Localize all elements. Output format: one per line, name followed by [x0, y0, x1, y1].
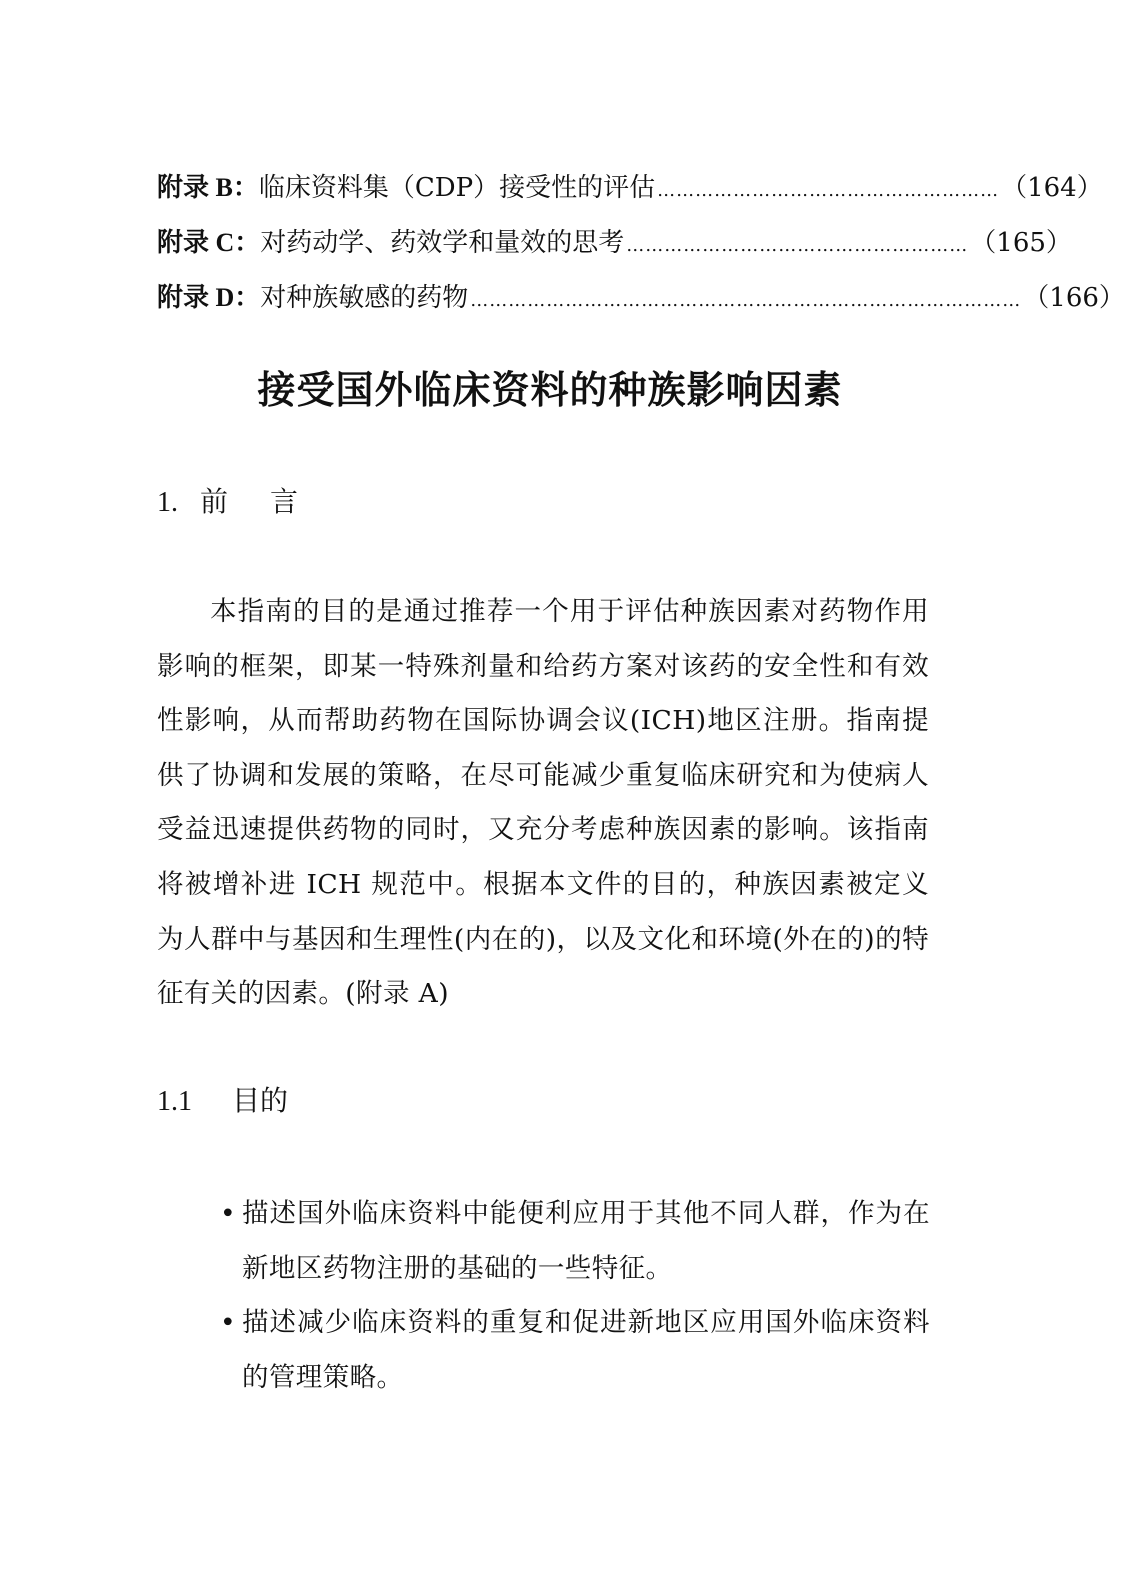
document-title: 接受国外临床资料的种族影响因素: [257, 368, 843, 412]
bullet-icon: •: [220, 1198, 237, 1229]
section-title: 目的: [232, 1084, 289, 1117]
objectives-list: [220, 1187, 930, 1405]
toc-entry-appendix-c[interactable]: [157, 219, 1072, 274]
section-number: 1.: [157, 487, 178, 518]
toc-leader-dots: ………………………………………………: [626, 235, 969, 256]
toc-label: 附录 D：: [157, 283, 261, 312]
toc-label: 附录 C：: [157, 228, 261, 257]
toc-leader-dots: ……………………………………………………………………………: [470, 290, 1022, 311]
toc-page-number: （164）: [1001, 173, 1103, 203]
section-title-part-2: 言: [270, 485, 299, 518]
bullet-icon: •: [220, 1307, 237, 1338]
toc-page-number: （166）: [1023, 283, 1125, 313]
section-1-1-heading: [157, 1079, 288, 1124]
toc-title: 对种族敏感的药物: [260, 283, 469, 313]
list-item-text: 描述减少临床资料的重复和促进新地区应用国外临床资料的管理策略。: [242, 1307, 930, 1393]
introduction-paragraph: 本指南的目的是通过推荐一个用于评估种族因素对药物作用影响的框架，即某一特殊剂量和给药方案对该药的安全性和有效性影响，从而帮助药物在国际协调会议(ICH)地区注册。指南提供了协调和发展的策略，在尽可能减少重复临床研究和为使病人受益迅速提供药物的同时，又充分考虑种族因素的影响。该指南将被增补进 ICH 规范中。根据本文件的目的，种族因素被定义为人群中与基因和生理性(内在的)，以及文化和环境(外在的)的特征有关的因素。(附录 A): [157, 596, 929, 1010]
toc-leader-dots: ………………………………………………: [657, 180, 1000, 201]
toc-title: 临床资料集（CDP）接受性的评估: [258, 173, 656, 203]
list-item-text: 描述国外临床资料中能便利应用于其他不同人群，作为在新地区药物注册的基础的一些特征。: [242, 1198, 930, 1284]
section-title-part-1: 前: [200, 485, 229, 518]
list-item: [220, 1187, 930, 1296]
table-of-contents: [157, 164, 1125, 329]
toc-entry-appendix-d[interactable]: [157, 274, 1125, 329]
toc-label: 附录 B：: [157, 173, 259, 202]
list-item: [220, 1296, 930, 1405]
section-1-heading: [157, 480, 298, 525]
section-number: 1.1: [157, 1086, 192, 1117]
toc-page-number: （165）: [970, 228, 1072, 258]
toc-title: 对药动学、药效学和量效的思考: [260, 228, 625, 258]
toc-entry-appendix-b[interactable]: [157, 164, 1103, 219]
